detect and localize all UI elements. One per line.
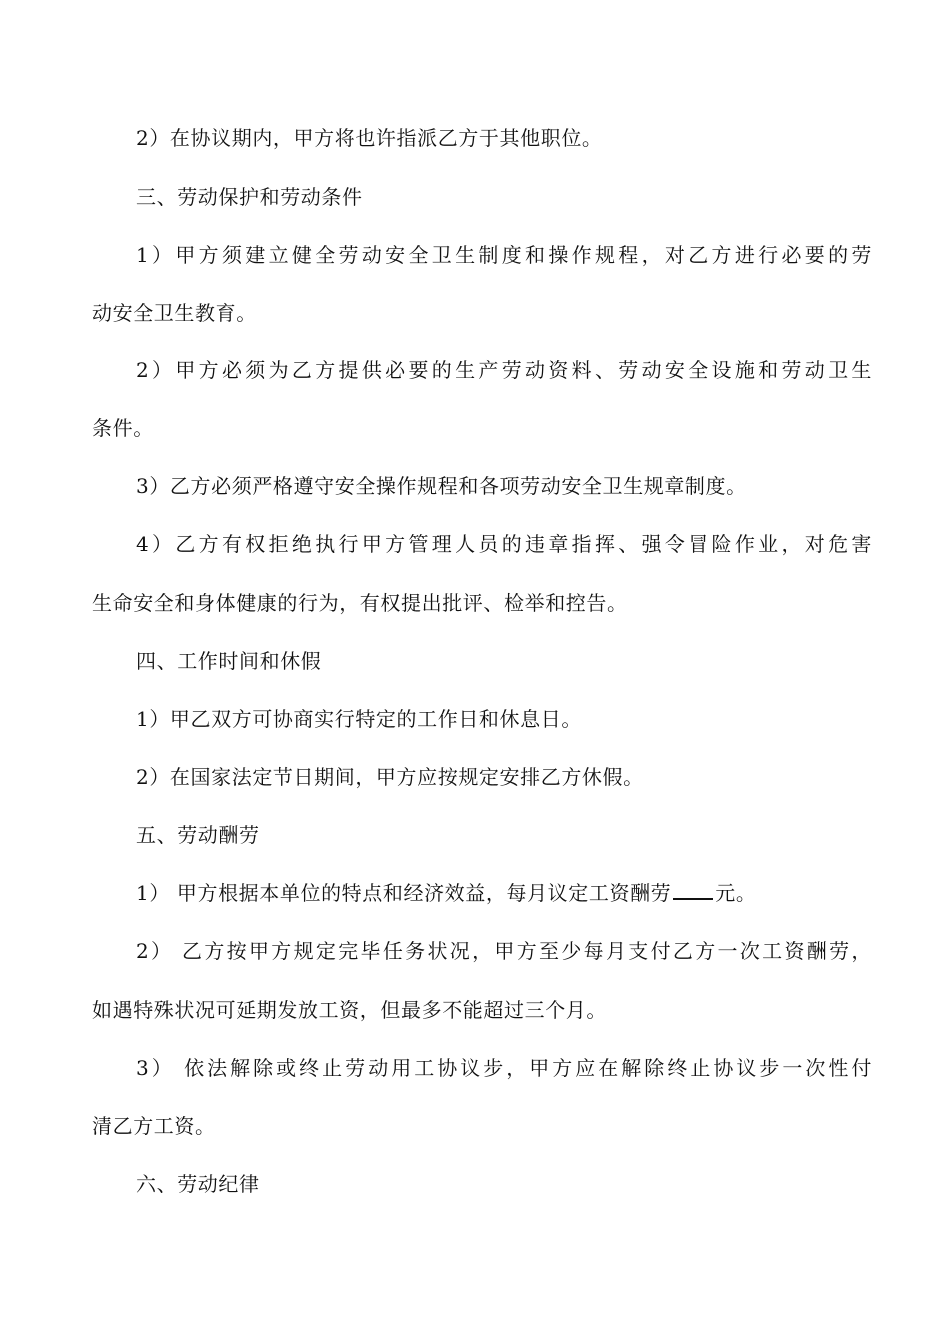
paragraph-line: 动安全卫生教育。	[92, 301, 257, 325]
paragraph-line	[136, 879, 872, 907]
paragraph-line: 1）甲乙双方可协商实行特定的工作日和休息日。	[136, 707, 582, 731]
paragraph-line: 2）在协议期内，甲方将也许指派乙方于其他职位。	[136, 126, 603, 150]
paragraph-line: 2） 乙方按甲方规定完毕任务状况，甲方至少每月支付乙方一次工资酬劳，	[136, 939, 872, 963]
paragraph-line: 2）甲方必须为乙方提供必要的生产劳动资料、劳动安全设施和劳动卫生	[136, 358, 872, 382]
section-heading: 五、劳动酬劳	[136, 823, 260, 847]
section-heading: 六、劳动纪律	[136, 1172, 260, 1196]
paragraph-line: 3） 依法解除或终止劳动用工协议步，甲方应在解除终止协议步一次性付	[136, 1056, 872, 1080]
paragraph-text: 1） 甲方根据本单位的特点和经济效益，每月议定工资酬劳	[136, 881, 672, 905]
paragraph-line: 如遇特殊状况可延期发放工资，但最多不能超过三个月。	[92, 998, 607, 1022]
paragraph-line: 清乙方工资。	[92, 1114, 216, 1138]
paragraph-line: 4）乙方有权拒绝执行甲方管理人员的违章指挥、强令冒险作业，对危害	[136, 532, 872, 556]
paragraph-line: 条件。	[92, 416, 154, 440]
salary-blank	[673, 880, 713, 900]
section-heading: 三、劳动保护和劳动条件	[136, 185, 363, 209]
paragraph-line: 3）乙方必须严格遵守安全操作规程和各项劳动安全卫生规章制度。	[136, 474, 747, 498]
section-heading: 四、工作时间和休假	[136, 649, 322, 673]
paragraph-line: 生命安全和身体健康的行为，有权提出批评、检举和控告。	[92, 591, 628, 615]
paragraph-line: 1）甲方须建立健全劳动安全卫生制度和操作规程，对乙方进行必要的劳	[136, 243, 872, 267]
paragraph-text: 元。	[715, 881, 757, 905]
paragraph-line: 2）在国家法定节日期间，甲方应按规定安排乙方休假。	[136, 765, 644, 789]
